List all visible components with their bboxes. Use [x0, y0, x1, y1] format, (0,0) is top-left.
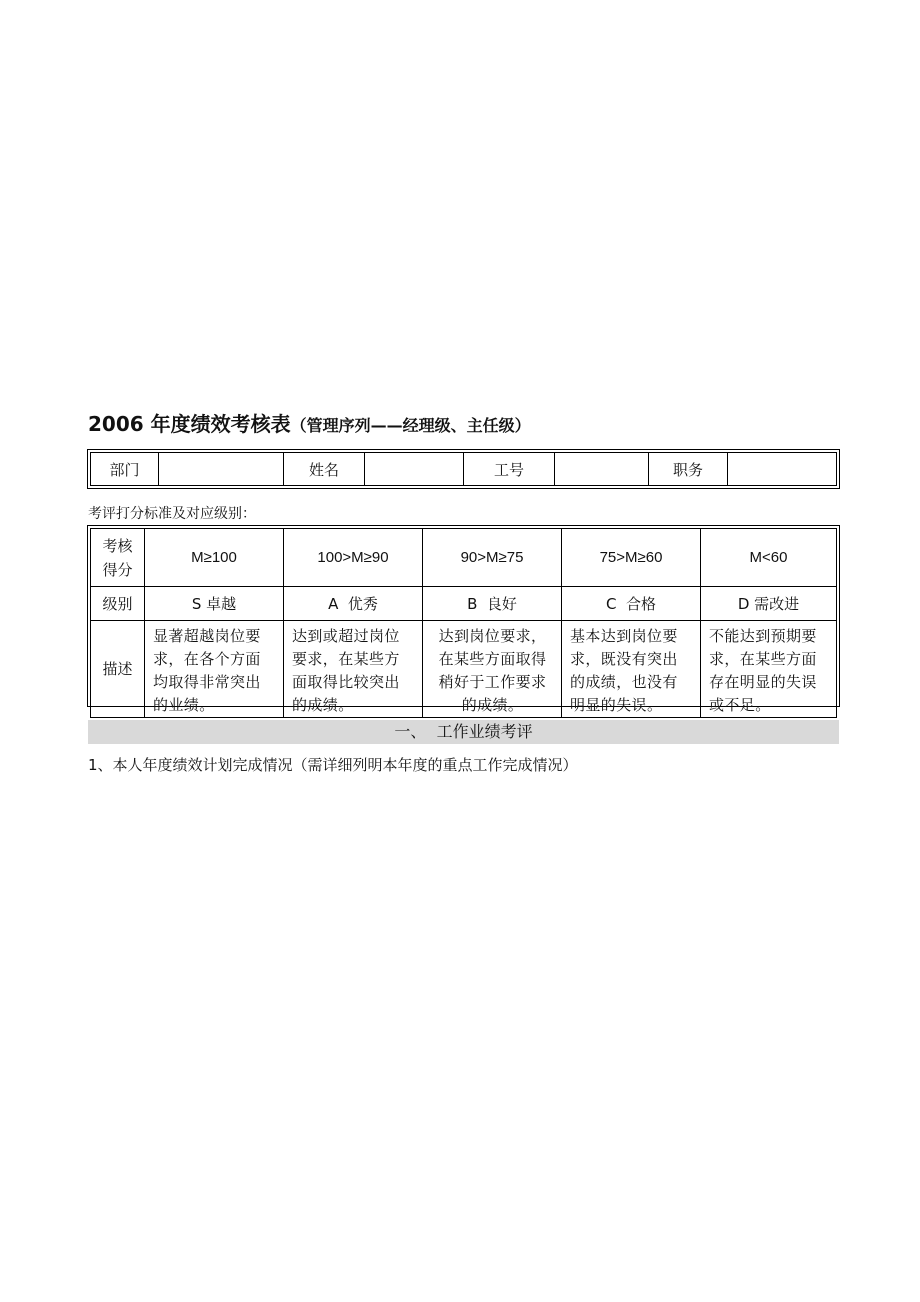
- criteria-label: 考评打分标准及对应级别：: [88, 506, 256, 522]
- section-header-work-performance: 一、 工作业绩考评: [88, 720, 839, 744]
- level-a: A 优秀: [284, 587, 423, 621]
- level-c: C 合格: [562, 587, 701, 621]
- position-label: 职务: [649, 453, 728, 486]
- desc-d: 不能达到预期要求，在某些方面存在明显的失误或不足。: [701, 621, 837, 718]
- item-heading-plan-completion: 1、本人年度绩效计划完成情况（需详细列明本年度的重点工作完成情况）: [88, 756, 578, 774]
- employee-id-field[interactable]: [555, 453, 649, 486]
- level-b: B 良好: [423, 587, 562, 621]
- score-c: 75>M≥60: [562, 529, 701, 587]
- department-label: 部门: [91, 453, 159, 486]
- desc-row-header: 描述: [91, 621, 145, 718]
- employee-info-table: [87, 449, 840, 489]
- desc-b: 达到岗位要求，在某些方面取得稍好于工作要求的成绩。: [423, 621, 562, 718]
- title-main: 2006 年度绩效考核表: [88, 412, 291, 436]
- name-label: 姓名: [284, 453, 365, 486]
- score-header-line1: 考核: [102, 536, 133, 555]
- score-a: 100>M≥90: [284, 529, 423, 587]
- level-d: D 需改进: [701, 587, 837, 621]
- name-field[interactable]: [365, 453, 464, 486]
- score-row-header: [91, 529, 145, 587]
- score-header-line2: 得分: [102, 560, 133, 579]
- desc-c: 基本达到岗位要求，既没有突出的成绩，也没有明显的失误。: [562, 621, 701, 718]
- department-field[interactable]: [159, 453, 284, 486]
- desc-s: 显著超越岗位要求，在各个方面均取得非常突出的业绩。: [145, 621, 284, 718]
- desc-a: 达到或超过岗位要求，在某些方面取得比较突出的成绩。: [284, 621, 423, 718]
- title-subtitle: （管理序列——经理级、主任级）: [290, 416, 531, 435]
- employee-id-label: 工号: [464, 453, 555, 486]
- position-field[interactable]: [728, 453, 837, 486]
- score-s: M≥100: [145, 529, 284, 587]
- page-title: [88, 408, 848, 440]
- score-d: M<60: [701, 529, 837, 587]
- score-b: 90>M≥75: [423, 529, 562, 587]
- grade-criteria-table: [87, 525, 840, 714]
- level-row-header: 级别: [91, 587, 145, 621]
- level-s: S 卓越: [145, 587, 284, 621]
